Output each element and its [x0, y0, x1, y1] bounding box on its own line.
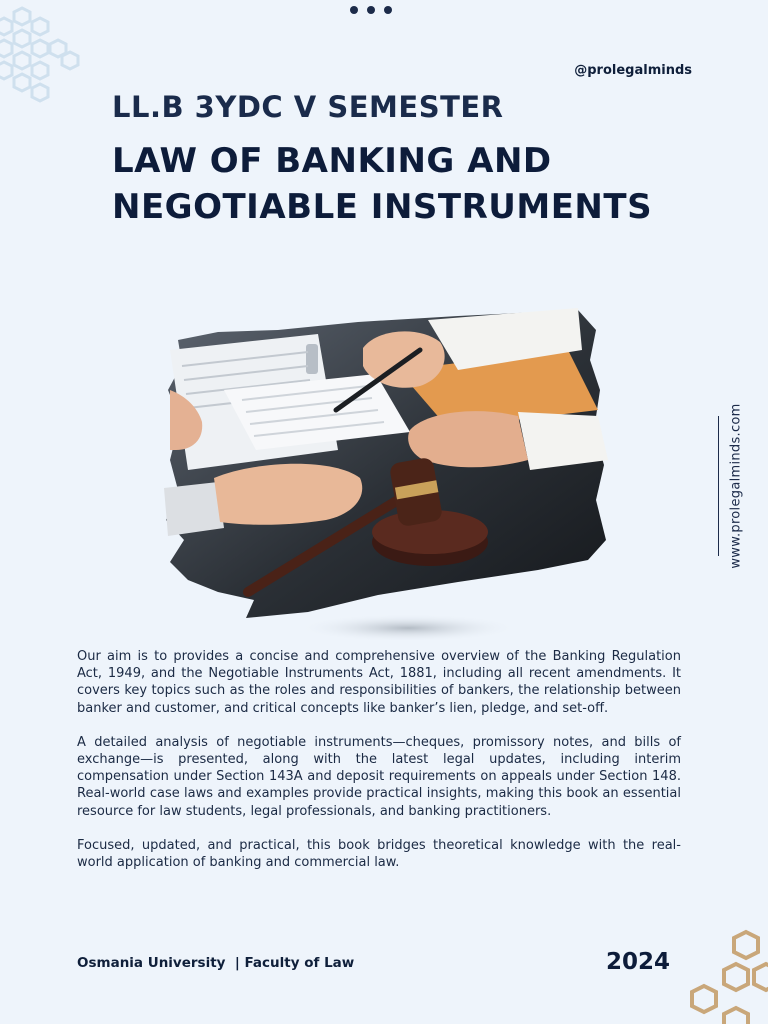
- description: [77, 648, 681, 888]
- social-handle: @prolegalminds: [574, 63, 692, 78]
- institution-label: Osmania University | Faculty of Law: [77, 955, 355, 971]
- description-paragraph: A detailed analysis of negotiable instruments—cheques, promissory notes, and bills of exchange—is presented, along with the latest legal updates, including interim compensation under Section 143A and deposit requirements on appeals under Section 148. Real-world case laws and examples provide practical insights, making this book an essential resource for law students, legal professionals, and banking practitioners.: [77, 734, 681, 819]
- year-label: 2024: [606, 949, 671, 975]
- description-paragraph: Our aim is to provides a concise and comprehensive overview of the Banking Regulation Act, 1949, and the Negotiable Instruments Act, 1881, including all recent amendments. It covers key topics such as the roles and responsibilities of bankers, the relationship between banker and customer, and critical concepts like banker’s lien, pledge, and set-off.: [77, 649, 681, 716]
- website-link[interactable]: [726, 396, 746, 576]
- hexagon-pattern-icon: [688, 924, 768, 1024]
- course-subtitle: LL.B 3YDC V SEMESTER: [112, 90, 504, 124]
- hero-photo: [158, 300, 618, 640]
- description-paragraph: Focused, updated, and practical, this book bridges theoretical knowledge with the real-world application of banking and commercial law.: [77, 837, 681, 871]
- page-title: LAW OF BANKING AND NEGOTIABLE INSTRUMENTS: [112, 141, 653, 227]
- website-text: www.prolegalminds.com: [728, 403, 744, 569]
- vertical-divider: [718, 416, 719, 556]
- hexagon-pattern-icon: [0, 0, 90, 110]
- three-dots-icon: [350, 6, 392, 14]
